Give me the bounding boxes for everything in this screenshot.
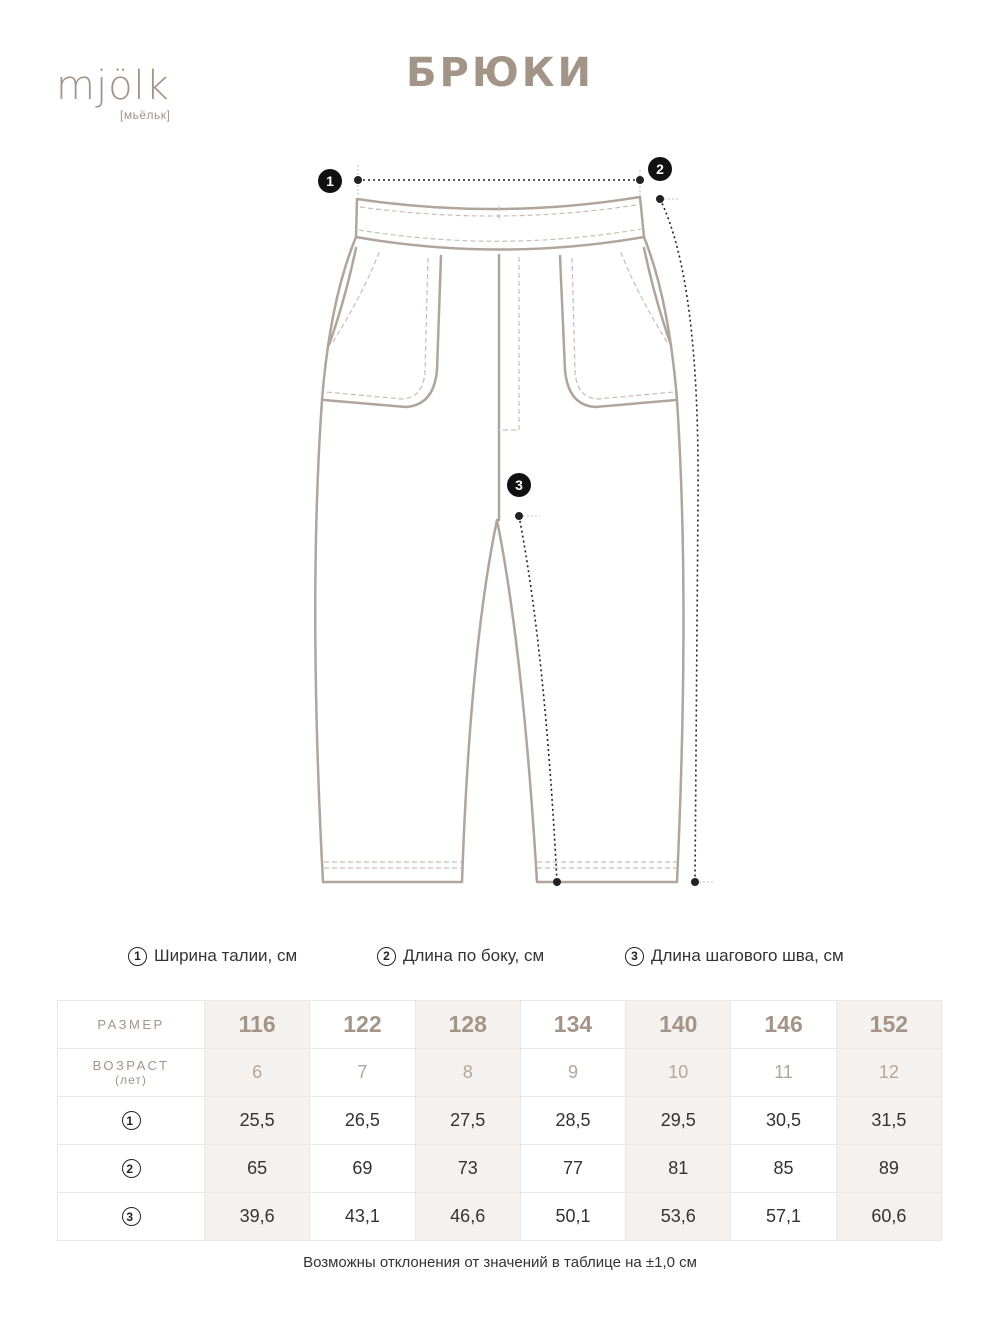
size-table xyxy=(57,1000,942,1241)
age-cell: 7 xyxy=(310,1049,415,1097)
svg-text:3: 3 xyxy=(515,477,523,493)
waistband-outline xyxy=(356,197,644,250)
size-cell: 140 xyxy=(626,1001,731,1049)
svg-text:2: 2 xyxy=(656,161,664,177)
age-row xyxy=(58,1049,942,1097)
table-cell: 85 xyxy=(731,1145,836,1193)
legend-item-waist xyxy=(128,944,297,968)
marker-2 xyxy=(648,157,672,181)
number-3-icon: 3 xyxy=(625,947,644,966)
table-cell: 53,6 xyxy=(626,1193,731,1241)
table-cell: 28,5 xyxy=(520,1097,625,1145)
age-label: ВОЗРАСТ xyxy=(92,1058,170,1073)
table-cell: 73 xyxy=(415,1145,520,1193)
table-cell: 81 xyxy=(626,1145,731,1193)
table-cell: 65 xyxy=(205,1145,310,1193)
table-cell: 69 xyxy=(310,1145,415,1193)
row-header xyxy=(58,1145,205,1193)
legend-label: Ширина талии, см xyxy=(154,946,298,965)
page-title: БРЮКИ xyxy=(406,50,594,96)
measure-row-inseam xyxy=(58,1193,942,1241)
marker-3 xyxy=(507,473,531,497)
table-cell: 25,5 xyxy=(205,1097,310,1145)
row-header xyxy=(58,1193,205,1241)
size-row xyxy=(58,1001,942,1049)
legend-label: Длина шагового шва, см xyxy=(651,946,844,965)
table-cell: 60,6 xyxy=(836,1193,941,1241)
size-row-header: РАЗМЕР xyxy=(58,1001,205,1049)
age-cell: 8 xyxy=(415,1049,520,1097)
number-1-icon: 1 xyxy=(128,947,147,966)
size-cell: 146 xyxy=(731,1001,836,1049)
table-cell: 46,6 xyxy=(415,1193,520,1241)
marker-1 xyxy=(318,169,342,193)
age-cell: 11 xyxy=(731,1049,836,1097)
number-2-icon: 2 xyxy=(377,947,396,966)
table-cell: 26,5 xyxy=(310,1097,415,1145)
side-length-line xyxy=(660,199,698,882)
size-cell: 128 xyxy=(415,1001,520,1049)
legend-item-inseam xyxy=(625,944,844,968)
table-cell: 89 xyxy=(836,1145,941,1193)
legend-item-side-length xyxy=(377,944,544,968)
inseam-length-line xyxy=(519,516,557,882)
table-cell: 57,1 xyxy=(731,1193,836,1241)
age-cell: 12 xyxy=(836,1049,941,1097)
svg-text:1: 1 xyxy=(326,173,334,189)
table-cell: 29,5 xyxy=(626,1097,731,1145)
row-header xyxy=(58,1097,205,1145)
table-cell: 39,6 xyxy=(205,1193,310,1241)
age-row-header xyxy=(58,1049,205,1097)
size-cell: 122 xyxy=(310,1001,415,1049)
legend-label: Длина по боку, см xyxy=(403,946,545,965)
logo-text: mjölk xyxy=(56,63,170,109)
table-cell: 30,5 xyxy=(731,1097,836,1145)
number-1-icon: 1 xyxy=(122,1111,141,1130)
number-3-icon: 3 xyxy=(122,1207,141,1226)
table-cell: 77 xyxy=(520,1145,625,1193)
table-cell: 31,5 xyxy=(836,1097,941,1145)
size-cell: 116 xyxy=(205,1001,310,1049)
age-cell: 9 xyxy=(520,1049,625,1097)
size-cell: 134 xyxy=(520,1001,625,1049)
pants-diagram xyxy=(0,140,1000,900)
measure-row-waist xyxy=(58,1097,942,1145)
logo-subtext: [мьёльк] xyxy=(120,108,171,122)
age-cell: 6 xyxy=(205,1049,310,1097)
measure-row-side-length xyxy=(58,1145,942,1193)
number-2-icon: 2 xyxy=(122,1159,141,1178)
tolerance-note: Возможны отклонения от значений в таблице на ±1,0 см xyxy=(303,1254,697,1271)
size-cell: 152 xyxy=(836,1001,941,1049)
age-unit: (лет) xyxy=(115,1073,147,1087)
table-cell: 27,5 xyxy=(415,1097,520,1145)
age-cell: 10 xyxy=(626,1049,731,1097)
table-cell: 43,1 xyxy=(310,1193,415,1241)
table-cell: 50,1 xyxy=(520,1193,625,1241)
